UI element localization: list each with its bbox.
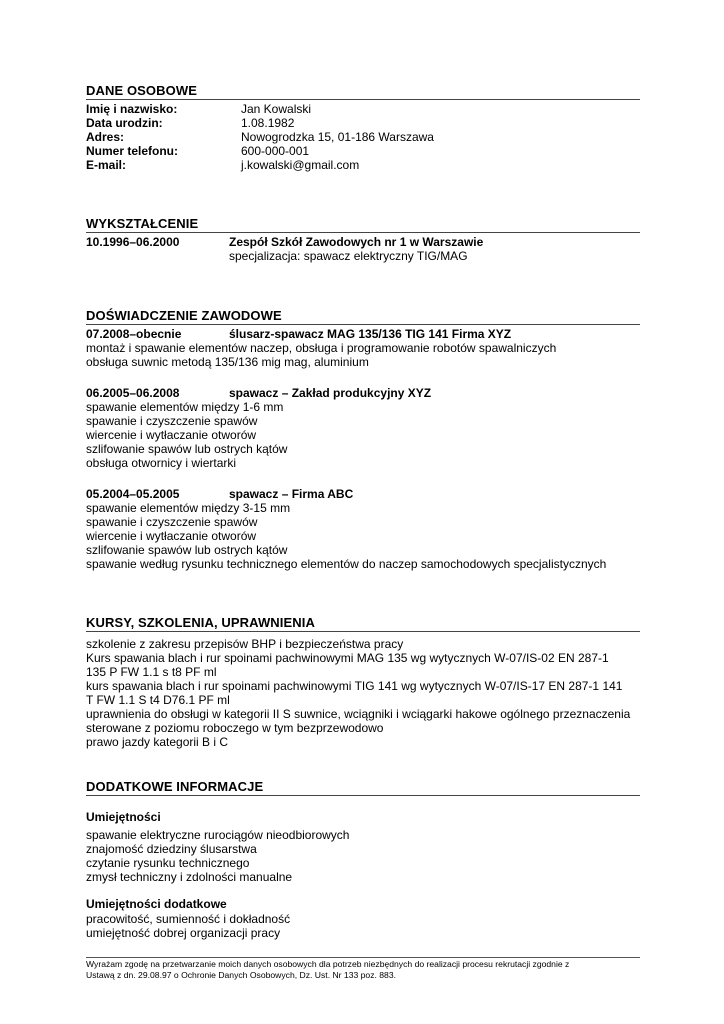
job-position: spawacz – Firma ABC	[229, 487, 354, 501]
job-duty: spawanie według rysunku technicznego elementów do naczep samochodowych specjalistycznych	[86, 557, 607, 571]
personal-label: Numer telefonu:	[86, 144, 179, 158]
job-duty: obsługa otwornicy i wiertarki	[86, 456, 237, 470]
skill-item: znajomość dziedziny ślusarstwa	[86, 842, 257, 856]
job-entry	[86, 386, 640, 470]
course-line: uprawnienia do obsługi w kategorii II S suwnice, wciągniki i wciągarki hakowe ogólnego przeznaczenia	[86, 707, 631, 721]
course-line: kurs spawania blach i rur spoinami pachwinowymi TIG 141 wg wytycznych W-07/IS-17 EN 287-1 141	[86, 679, 623, 693]
job-duty: szlifowanie spawów lub ostrych kątów	[86, 442, 288, 456]
personal-value: 600-000-001	[241, 144, 310, 158]
course-line: sterowane z poziomu roboczego w tym bezprzewodowo	[86, 721, 384, 735]
job-duty: spawanie elementów między 1-6 mm	[86, 400, 284, 414]
job-position: ślusarz-spawacz MAG 135/136 TIG 141 Firma XYZ	[229, 327, 512, 341]
footer-line: Ustawą z dn. 29.08.97 o Ochronie Danych Osobowych, Dz. Ust. Nr 133 poz. 883.	[86, 970, 397, 980]
personal-label: Adres:	[86, 130, 125, 144]
footer-line: Wyrażam zgodę na przetwarzanie moich danych osobowych dla potrzeb niezbędnych do realizacji procesu rekrutacji zgodnie z	[86, 959, 570, 969]
course-line: szkolenie z zakresu przepisów BHP i bezpieczeństwa pracy	[86, 637, 404, 651]
skill-item: zmysł techniczny i zdolności manualne	[86, 870, 293, 884]
section-title-experience: DOŚWIADCZENIE ZAWODOWE	[86, 308, 640, 325]
education-entry	[86, 235, 640, 263]
extra-skill-item: umiejętność dobrej organizacji pracy	[86, 926, 281, 940]
personal-row-birthdate	[86, 116, 640, 130]
job-date: 07.2008–obecnie	[86, 327, 182, 341]
job-duty: spawanie i czyszczenie spawów	[86, 414, 258, 428]
experience-section	[86, 308, 640, 571]
job-entry	[86, 487, 640, 571]
personal-value: j.kowalski@gmail.com	[241, 158, 360, 172]
job-duty: obsługa suwnic metodą 135/136 mig mag, aluminium	[86, 355, 369, 369]
education-specialization: specjalizacja: spawacz elektryczny TIG/MAG	[229, 249, 468, 263]
personal-value: 1.08.1982	[241, 116, 295, 130]
section-title-additional: DODATKOWE INFORMACJE	[86, 779, 640, 796]
personal-label: Data urodzin:	[86, 116, 163, 130]
job-duty: wiercenie i wytłaczanie otworów	[86, 529, 257, 543]
education-school: Zespół Szkół Zawodowych nr 1 w Warszawie	[229, 235, 484, 249]
skill-item: spawanie elektryczne rurociągów nieodbiorowych	[86, 828, 350, 842]
personal-row-address	[86, 130, 640, 144]
personal-section	[86, 83, 640, 172]
extra-skill-item: pracowitość, sumienność i dokładność	[86, 912, 291, 926]
job-date: 06.2005–06.2008	[86, 386, 180, 400]
personal-row-name	[86, 102, 640, 116]
personal-label: Imię i nazwisko:	[86, 102, 178, 116]
gdpr-consent-footer	[86, 957, 640, 981]
course-line: prawo jazdy kategorii B i C	[86, 735, 229, 749]
job-duty: spawanie i czyszczenie spawów	[86, 515, 258, 529]
job-duty: szlifowanie spawów lub ostrych kątów	[86, 543, 288, 557]
section-title-courses: KURSY, SZKOLENIA, UPRAWNIENIA	[86, 615, 640, 632]
job-duty: spawanie elementów między 3-15 mm	[86, 501, 291, 515]
job-position: spawacz – Zakład produkcyjny XYZ	[229, 386, 432, 400]
job-duty: montaż i spawanie elementów naczep, obsługa i programowanie robotów spawalniczych	[86, 341, 557, 355]
section-title-education: WYKSZTAŁCENIE	[86, 216, 640, 233]
additional-section	[86, 779, 640, 940]
job-duty: wiercenie i wytłaczanie otworów	[86, 428, 257, 442]
extra-skills-title: Umiejętności dodatkowe	[86, 897, 227, 911]
course-line: T FW 1.1 S t4 D76.1 PF ml	[86, 693, 230, 707]
skills-title: Umiejętności	[86, 810, 161, 824]
personal-label: E-mail:	[86, 158, 127, 172]
skill-item: czytanie rysunku technicznego	[86, 856, 250, 870]
personal-value: Jan Kowalski	[241, 102, 312, 116]
course-line: 135 P FW 1.1 s t8 PF ml	[86, 665, 217, 679]
personal-row-email	[86, 158, 640, 172]
section-title-personal: DANE OSOBOWE	[86, 83, 640, 100]
education-date: 10.1996–06.2000	[86, 235, 180, 249]
course-line: Kurs spawania blach i rur spoinami pachwinowymi MAG 135 wg wytycznych W-07/IS-02 EN 287-1	[86, 651, 609, 665]
education-section	[86, 216, 640, 263]
job-date: 05.2004–05.2005	[86, 487, 180, 501]
personal-value: Nowogrodzka 15, 01-186 Warszawa	[241, 130, 434, 144]
job-entry	[86, 327, 640, 369]
courses-section	[86, 615, 640, 749]
personal-row-phone	[86, 144, 640, 158]
